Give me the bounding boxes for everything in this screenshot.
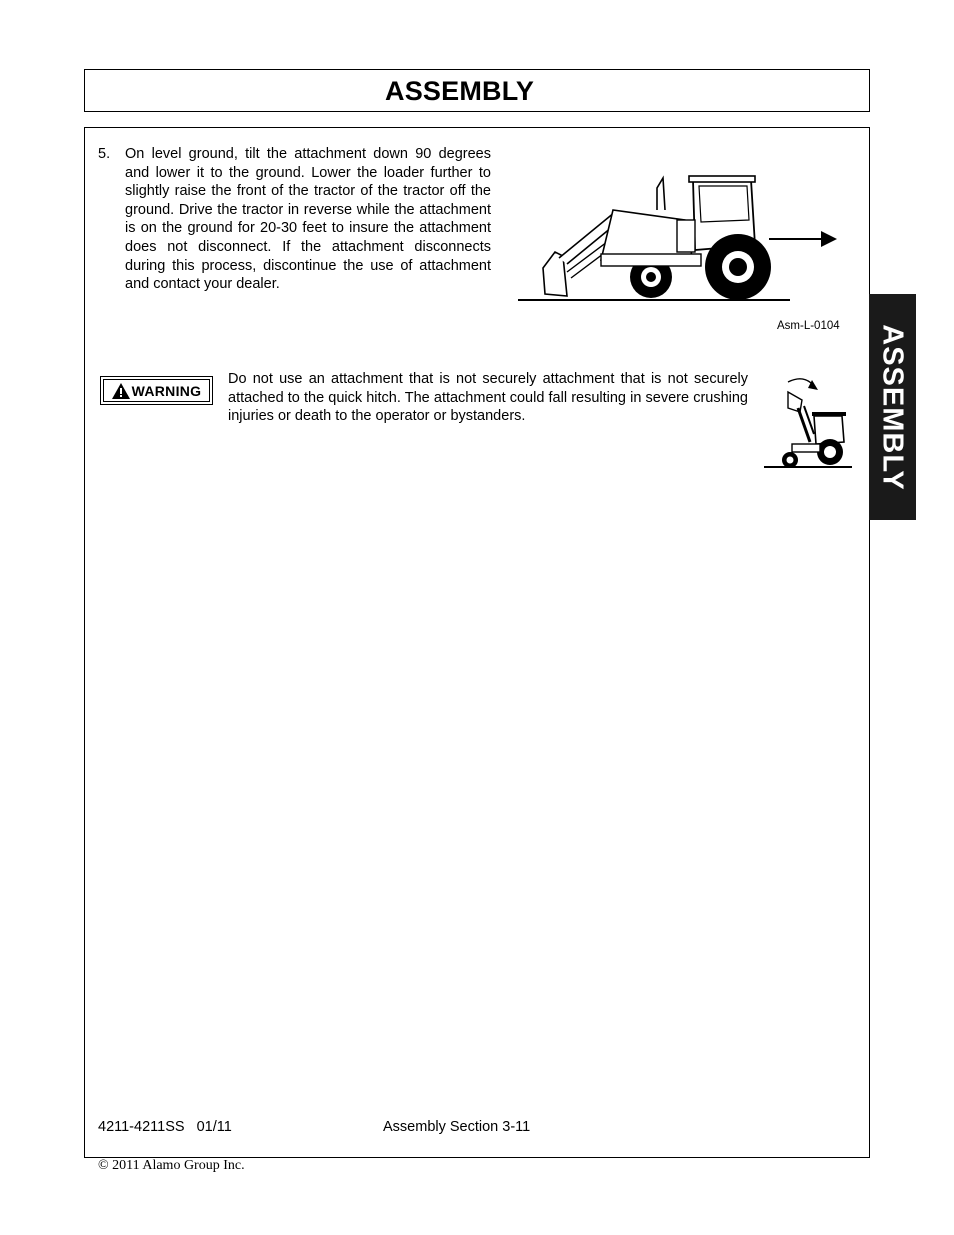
step-number: 5. [98, 146, 111, 162]
warning-label: WARNING [131, 382, 202, 399]
warning-text: Do not use an attachment that is not securely attachment that is not securely attached to the quick hitch. The attachment could fall resulting in severe crushing injuries or death to the operator or bystanders. [228, 371, 748, 425]
warning-triangle-icon [112, 383, 130, 399]
loader-tractor-illustration [515, 170, 845, 305]
warning-badge [100, 376, 213, 405]
footer-doc-id: 4211-4211SS 01/11 [98, 1119, 232, 1135]
side-tab-label-wrap [869, 294, 916, 520]
warning-badge-inner [103, 379, 210, 402]
copyright: © 2011 Alamo Group Inc. [98, 1158, 245, 1173]
falling-attachment-illustration [762, 372, 856, 472]
step-text: On level ground, tilt the attachment down 90 degrees and lower it to the ground. Lower the loader further to slightly raise the front of the tractor of the tractor off the ground. Drive the tractor in reverse while the attachment is on the ground for 20-30 feet to insure the attachment does not disconnect. If the attachment disconnects during this process, discontinue the use of attachment and contact your dealer. [125, 146, 491, 293]
footer-section: Assembly Section 3-11 [383, 1119, 531, 1135]
side-tab-label: ASSEMBLY [877, 323, 909, 491]
figure-caption: Asm-L-0104 [777, 320, 840, 332]
page-title: ASSEMBLY [385, 76, 535, 106]
